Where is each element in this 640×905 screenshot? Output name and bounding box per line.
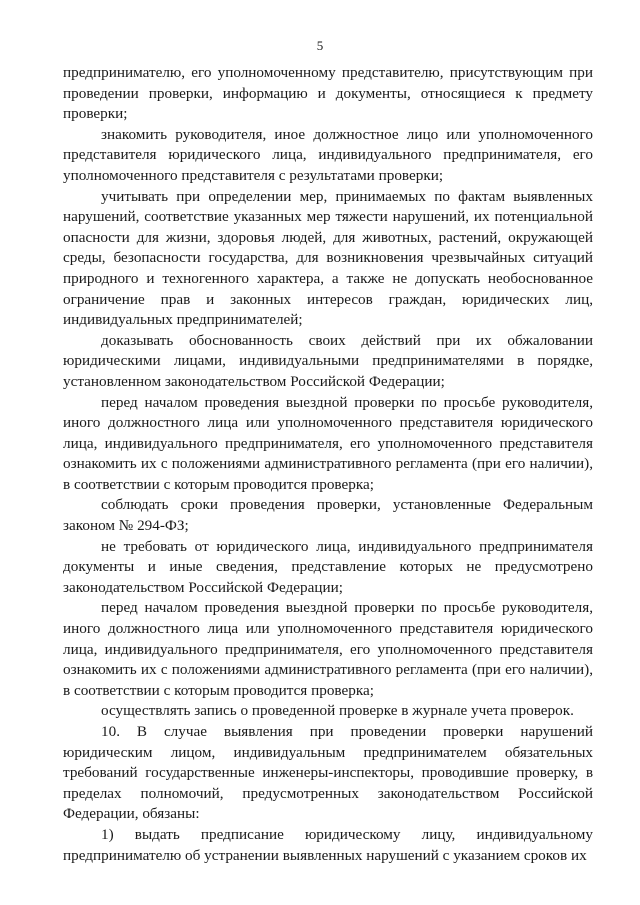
document-body (63, 63, 593, 866)
paragraph-familiarize-regulation: перед началом проведения выездной проверки по просьбе руководителя, иного должностного лица или уполномоченного представителя юридического лица, индивидуального предпринимателя, его уполномоченного представителя ознакомить их с положениями административного регламента (при его наличии), в соответствии с которым проводится проверка; (63, 393, 593, 493)
paragraph-continuation: предпринимателю, его уполномоченному представителю, присутствующим при проведении проверки, информацию и документы, относящиеся к предмету проверки; (63, 64, 593, 123)
paragraph-item-1: 1) выдать предписание юридическому лицу, индивидуальному предпринимателю об устранении выявленных нарушений с указанием сроков их (63, 825, 593, 864)
paragraph-observe-deadlines: соблюдать сроки проведения проверки, установленные Федеральным законом № 294-ФЗ; (63, 496, 593, 535)
paragraph-consider-measures: учитывать при определении мер, принимаемых по фактам выявленных нарушений, соответствие указанных мер тяжести нарушений, их потенциальной опасности для жизни, здоровья людей, для животных, растений, окружающей среды, безопасности государства, для возникновения чрезвычайных ситуаций природного и техногенного характера, а также не допускать необоснованное ограничение прав и законных интересов граждан, юридических лиц, индивидуальных предпринимателей; (63, 187, 593, 329)
paragraph-familiarize-regulation-repeat: перед началом проведения выездной проверки по просьбе руководителя, иного должностного лица или уполномоченного представителя юридического лица, индивидуального предпринимателя, его уполномоченного представителя ознакомить их с положениями административного регламента (при его наличии), в соответствии с которым проводится проверка; (63, 599, 593, 699)
page-number: 5 (316, 38, 324, 53)
paragraph-acquaint-results: знакомить руководителя, иное должностное лицо или уполномоченного представителя юридического лица, индивидуального предпринимателя, его уполномоченного представителя с результатами проверки; (63, 125, 593, 184)
paragraph-journal-record: осуществлять запись о проведенной проверке в журнале учета проверок. (101, 702, 574, 720)
paragraph-prove-validity: доказывать обоснованность своих действий при их обжаловании юридическими лицами, индивидуальными предпринимателями в порядке, установленном законодательством Российской Федерации; (63, 331, 593, 390)
paragraph-no-extra-documents: не требовать от юридического лица, индивидуального предпринимателя документы и иные сведения, представление которых не предусмотрено законодательством Российской Федерации; (63, 537, 593, 596)
paragraph-clause-10: 10. В случае выявления при проведении проверки нарушений юридическим лицом, индивидуальным предпринимателем обязательных требований государственные инженеры-инспекторы, проводившие проверку, в пределах полномочий, предусмотренных законодательством Российской Федерации, обязаны: (63, 723, 593, 823)
